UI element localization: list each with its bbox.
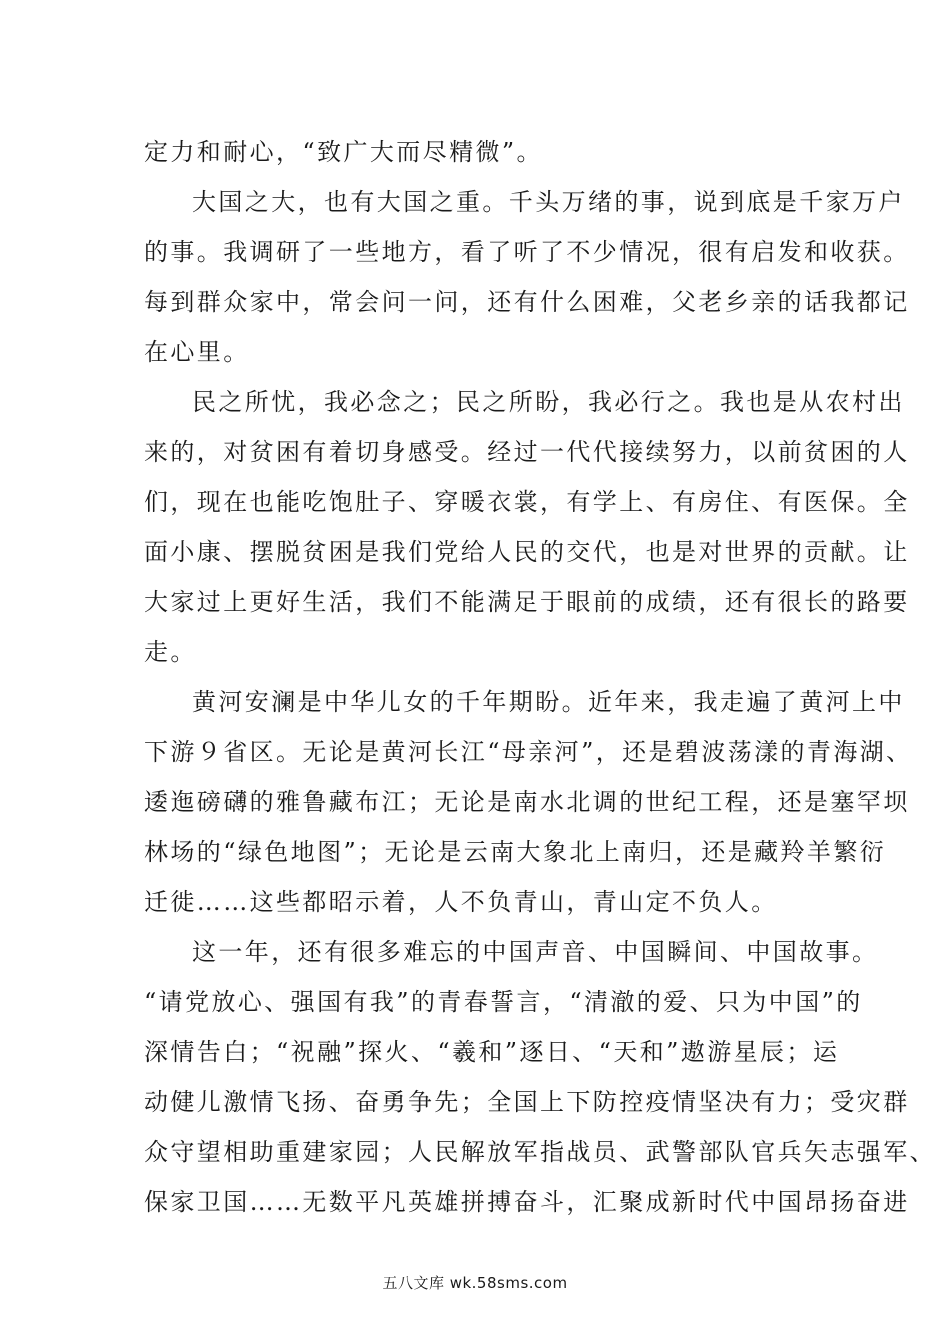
text-line: 大家过上更好生活，我们不能满足于眼前的成绩，还有很长的路要	[144, 588, 910, 616]
paragraph-first-line: 黄河安澜是中华儿女的千年期盼。近年来，我走遍了黄河上中	[192, 688, 905, 716]
text-line: 走。	[144, 638, 197, 666]
paragraph-first-line: 民之所忧，我必念之；民之所盼，我必行之。我也是从农村出	[192, 388, 905, 416]
text-line: 每到群众家中，常会问一问，还有什么困难，父老乡亲的话我都记	[144, 288, 910, 316]
text-line: “请党放心、强国有我”的青春誓言，“清澈的爱、只为中国”的	[144, 988, 863, 1016]
text-line: 下游９省区。无论是黄河长江“母亲河”，还是碧波荡漾的青海湖、	[144, 738, 913, 766]
page-footer-watermark: 五八文库 wk.58sms.com	[382, 1274, 568, 1292]
text-line: 的事。我调研了一些地方，看了听了不少情况，很有启发和收获。	[144, 238, 910, 266]
text-line: 深情告白；“祝融”探火、“羲和”逐日、“天和”遨游星辰；运	[144, 1038, 840, 1066]
paragraph-first-line: 这一年，还有很多难忘的中国声音、中国瞬间、中国故事。	[192, 938, 879, 966]
text-line: 保家卫国……无数平凡英雄拼搏奋斗，汇聚成新时代中国昂扬奋进	[144, 1188, 910, 1216]
text-line: 逶迤磅礴的雅鲁藏布江；无论是南水北调的世纪工程，还是塞罕坝	[144, 788, 910, 816]
text-line: 众守望相助重建家园；人民解放军指战员、武警部队官兵矢志强军、	[144, 1138, 936, 1166]
paragraph-first-line: 大国之大，也有大国之重。千头万绪的事，说到底是千家万户	[192, 188, 905, 216]
text-line: 在心里。	[144, 338, 250, 366]
text-line: 面小康、摆脱贫困是我们党给人民的交代，也是对世界的贡献。让	[144, 538, 910, 566]
text-line: 们，现在也能吃饱肚子、穿暖衣裳，有学上、有房住、有医保。全	[144, 488, 910, 516]
text-line: 林场的“绿色地图”；无论是云南大象北上南归，还是藏羚羊繁衍	[144, 838, 887, 866]
text-line: 迁徙……这些都昭示着，人不负青山，青山定不负人。	[144, 888, 778, 916]
text-line: 动健儿激情飞扬、奋勇争先；全国上下防控疫情坚决有力；受灾群	[144, 1088, 910, 1116]
text-line: 来的，对贫困有着切身感受。经过一代代接续努力，以前贫困的人	[144, 438, 910, 466]
text-line: 定力和耐心，“致广大而尽精微”。	[144, 138, 543, 166]
